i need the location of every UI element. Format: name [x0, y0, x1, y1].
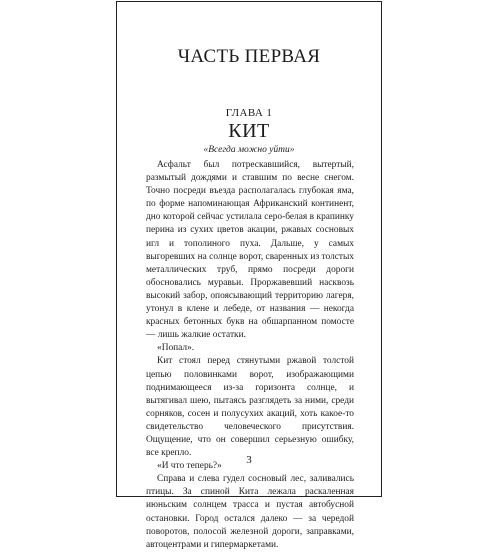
page-number: 3 — [246, 454, 252, 466]
paragraph-5: Справа и слева гудел сосновый лес, заливались птицы. За спиной Кита лежала раскаленная июньским солнцем трасса и пустая автобусной остановки. Город остался далеко — за чередой поворотов, полосой железной дороги, заправками, автоцентрами и гипермаркетами. — [146, 474, 354, 550]
chapter-epigraph: «Всегда можно уйти» — [203, 145, 295, 155]
chapter-number: ГЛАВА 1 — [225, 107, 273, 119]
body-text — [146, 159, 354, 552]
paragraph-2: «Попал». — [157, 343, 195, 354]
page-frame — [116, 1, 382, 550]
paragraph-3: Кит стоял перед стянутыми ржавой толстой цепью половинками ворот, изображающими поднимающееся из-за горизонта солнце, и вытягивал шею, пытаясь разглядеть за ними, среди сорняков, сосен и полусухих акаций, хоть какое-то свидетельство человеческого присутствия. Ощущение, что он совершил серьезную ошибку, все крепло. — [146, 356, 354, 459]
paragraph-4: «И что теперь?» — [157, 461, 222, 472]
part-title: ЧАСТЬ ПЕРВАЯ — [177, 46, 321, 67]
chapter-title: КИТ — [228, 120, 270, 142]
paragraph-1: Асфальт был потрескавшийся, вытертый, размытый дождями и ставшим по весне снегом. Точно посреди въезда располагалась глубокая яма, по форме напоминающая Африканский континент, дно которой сейчас устилала серо-белая в крапинку перина из сухих цветов акации, ржавых сосновых игл и тополиного пуха. Дальше, у самых выгоревших на солнце ворот, сваренных из толстых металлических труб, прямо посреди дороги обосновались муравьи. Проржавевший насквозь высокий забор, опоясывающий территорию лагеря, утонул в клене и лебеде, от названия — некогда красных бетонных букв на обшарпанном помосте — лишь жалкие остатки. — [146, 160, 354, 341]
